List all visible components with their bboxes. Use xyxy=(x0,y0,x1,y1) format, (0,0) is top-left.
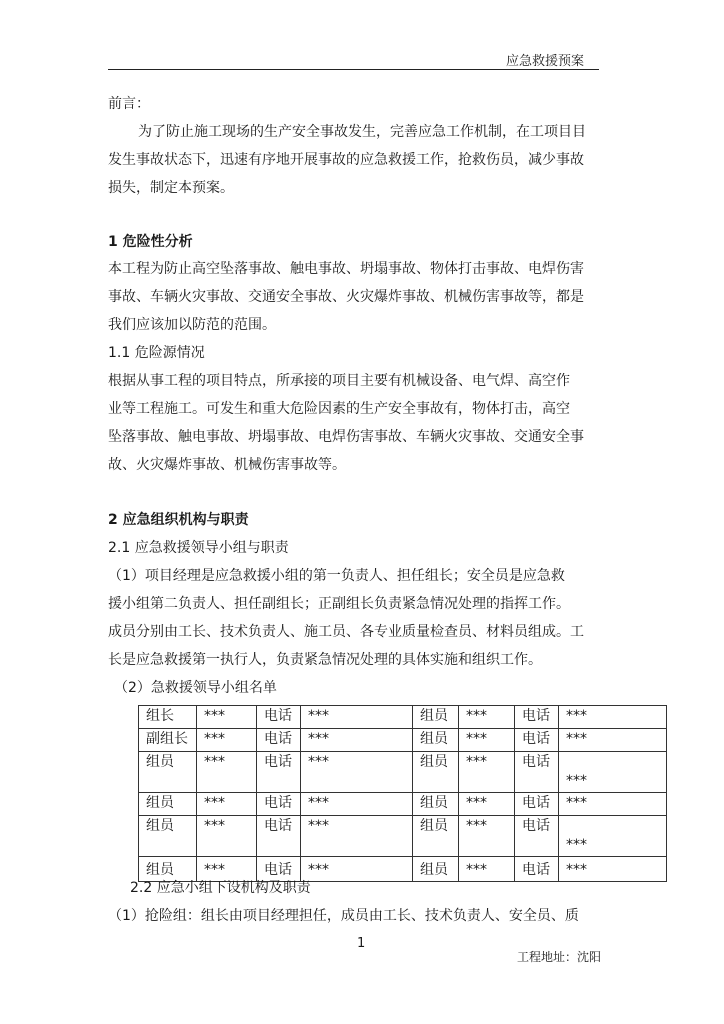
table-cell: 组长 xyxy=(139,706,197,729)
table-cell: *** xyxy=(459,706,515,729)
table-cell: *** xyxy=(301,857,413,882)
table-cell: *** xyxy=(559,706,667,729)
table-cell: *** xyxy=(559,816,667,857)
header-rule xyxy=(108,69,599,70)
table-cell: 组员 xyxy=(413,752,459,793)
team-list-caption: （2）急救援领导小组名单 xyxy=(114,680,277,696)
section-1-line-2: 事故、车辆火灾事故、交通安全事故、火灾爆炸事故、机械伤害事故等，都是 xyxy=(108,289,584,305)
table-cell: *** xyxy=(559,752,667,793)
preface-line-1: 为了防止施工现场的生产安全事故发生，完善应急工作机制，在工项目目 xyxy=(138,124,586,140)
table-cell: 电话 xyxy=(257,706,301,729)
table-cell: *** xyxy=(197,706,257,729)
table-cell: 组员 xyxy=(139,752,197,793)
table-cell: 电话 xyxy=(515,816,559,857)
table-row xyxy=(139,816,667,857)
page-number: 1 xyxy=(357,936,366,951)
table-cell: 组员 xyxy=(139,857,197,882)
table-row xyxy=(139,729,667,752)
section-2-1-line-2: 援小组第二负责人、担任副组长；正副组长负责紧急情况处理的指挥工作。 xyxy=(108,596,570,612)
section-1-line-1: 本工程为防止高空坠落事故、触电事故、坍塌事故、物体打击事故、电焊伤害 xyxy=(108,261,584,277)
section-1-1-heading: 1.1 危险源情况 xyxy=(108,345,205,361)
table-cell: *** xyxy=(301,793,413,816)
table-cell: 组员 xyxy=(413,793,459,816)
table-cell: *** xyxy=(197,752,257,793)
table-cell: 电话 xyxy=(257,816,301,857)
header-title: 应急救援预案 xyxy=(506,54,585,69)
table-cell: *** xyxy=(459,793,515,816)
section-2-1-line-4: 长是应急救援第一执行人，负责紧急情况处理的具体实施和组织工作。 xyxy=(108,652,542,668)
section-2-heading: 2 应急组织机构与职责 xyxy=(108,512,249,528)
section-2-2-line-1: （1）抢险组：组长由项目经理担任，成员由工长、技术负责人、安全员、质 xyxy=(108,908,579,924)
table-cell: 电话 xyxy=(515,706,559,729)
preface-label: 前言： xyxy=(108,96,150,112)
table-cell: *** xyxy=(459,816,515,857)
table-cell: *** xyxy=(197,793,257,816)
table-cell: 电话 xyxy=(515,857,559,882)
table-cell: 组员 xyxy=(413,706,459,729)
table-cell: 组员 xyxy=(139,816,197,857)
preface-line-3: 损失，制定本预案。 xyxy=(108,180,234,196)
table-row xyxy=(139,793,667,816)
table-cell: *** xyxy=(301,752,413,793)
table-cell: *** xyxy=(559,729,667,752)
table-cell: *** xyxy=(459,752,515,793)
section-1-1-line-3: 坠落事故、触电事故、坍塌事故、电焊伤害事故、车辆火灾事故、交通安全事 xyxy=(108,429,584,445)
section-2-1-line-1: （1）项目经理是应急救援小组的第一负责人、担任组长；安全员是应急救 xyxy=(108,568,565,584)
table-cell: *** xyxy=(459,857,515,882)
section-1-line-3: 我们应该加以防范的范围。 xyxy=(108,317,276,333)
table-cell: *** xyxy=(197,729,257,752)
table-cell: 电话 xyxy=(257,729,301,752)
preface-line-2: 发生事故状态下，迅速有序地开展事故的应急救援工作，抢救伤员，减少事故 xyxy=(108,152,584,168)
table-cell: *** xyxy=(301,816,413,857)
table-cell: 电话 xyxy=(515,752,559,793)
table-cell: 电话 xyxy=(515,793,559,816)
table-cell: *** xyxy=(459,729,515,752)
table-row xyxy=(139,706,667,729)
section-2-1-heading: 2.1 应急救援领导小组与职责 xyxy=(108,540,289,556)
table-cell: 电话 xyxy=(515,729,559,752)
table-cell: 组员 xyxy=(413,729,459,752)
table-cell: 副组长 xyxy=(139,729,197,752)
table-cell: 组员 xyxy=(413,816,459,857)
table-cell: *** xyxy=(197,816,257,857)
table-cell: *** xyxy=(559,857,667,882)
section-1-heading: 1 危险性分析 xyxy=(108,234,193,250)
table-cell: *** xyxy=(301,706,413,729)
section-1-1-line-1: 根据从事工程的项目特点，所承接的项目主要有机械设备、电气焊、高空作 xyxy=(108,373,570,389)
table-cell: 电话 xyxy=(257,752,301,793)
table-cell: *** xyxy=(301,729,413,752)
table-cell: 电话 xyxy=(257,793,301,816)
section-1-1-line-2: 业等工程施工。可发生和重大危险因素的生产安全事故有，物体打击，高空 xyxy=(108,401,570,417)
table-row xyxy=(139,752,667,793)
table-cell: *** xyxy=(197,857,257,882)
section-1-1-line-4: 故、火灾爆炸事故、机械伤害事故等。 xyxy=(108,457,346,473)
table-cell: 电话 xyxy=(257,857,301,882)
section-2-2-heading: 2.2 应急小组下设机构及职责 xyxy=(130,880,311,896)
section-2-1-line-3: 成员分别由工长、技术负责人、施工员、各专业质量检查员、材料员组成。工 xyxy=(108,624,584,640)
table-cell: *** xyxy=(559,793,667,816)
team-member-table xyxy=(138,705,667,882)
footer-address: 工程地址：沈阳 xyxy=(517,950,602,964)
table-cell: 组员 xyxy=(139,793,197,816)
table-cell: 组员 xyxy=(413,857,459,882)
